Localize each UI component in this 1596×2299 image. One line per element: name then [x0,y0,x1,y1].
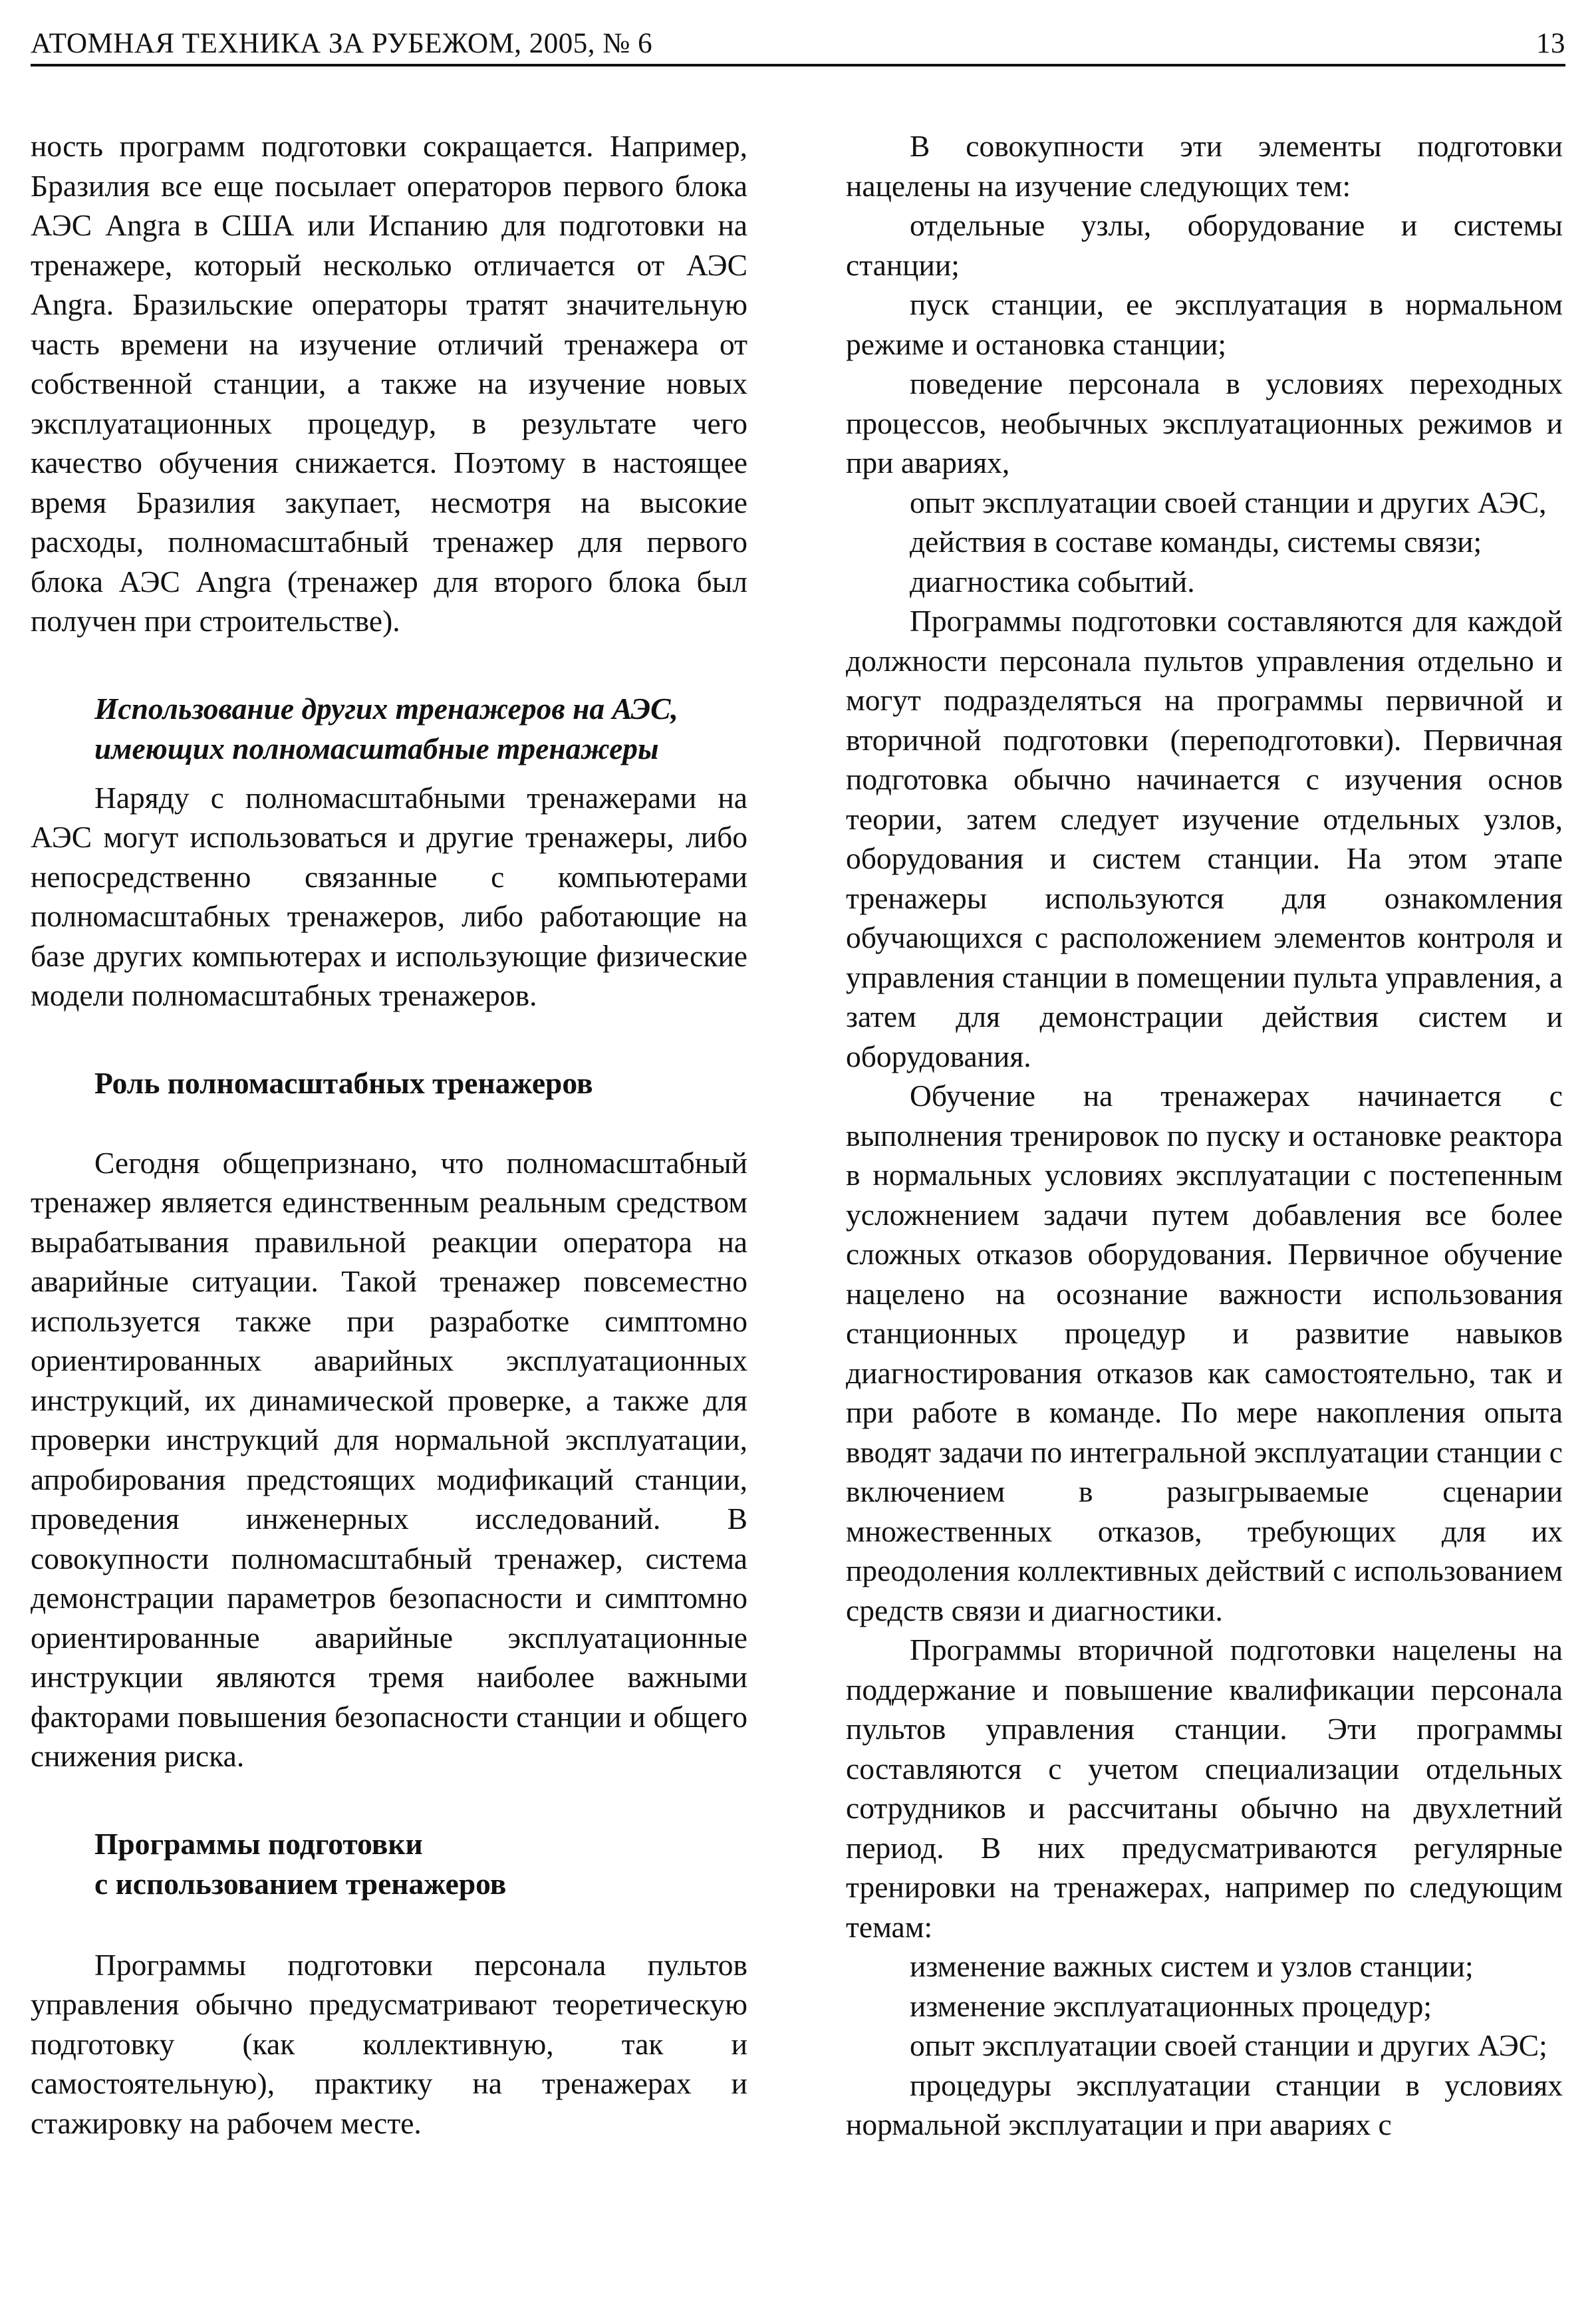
page-number: 13 [1536,28,1565,59]
list-item: действия в составе команды, системы связи; [910,525,1482,559]
left-column [31,126,747,2143]
list-item: изменение эксплуатационных процедур; [910,1988,1432,2023]
list-item: диагностика событий. [910,564,1195,599]
right-column [846,126,1563,2145]
list-item: поведение персонала в условиях переходных процессов, необычных эксплуатационных режимов и при авариях, [846,366,1563,479]
list-item: процедуры эксплуатации станции в условиях нормальной эксплуатации и при авариях с [846,2068,1563,2141]
list-item: пуск станции, ее эксплуатация в нормальном режиме и остановка станции; [846,287,1563,361]
section-heading: Роль полномасштабных тренажеров [94,1065,593,1100]
paragraph: Программы подготовки персонала пультов управления обычно предусматривают теоретическую подготовку (как коллективную, так и самостоятельную), практику на тренажерах и стажировку на рабочем месте. [31,1947,747,2140]
section-heading-line: с использованием тренажеров [94,1866,507,1901]
list-item: опыт эксплуатации своей станции и других АЭС; [910,2028,1547,2062]
list-item: опыт эксплуатации своей станции и других АЭС, [910,485,1547,519]
paragraph: Программы вторичной подготовки нацелены на поддержание и повышение квалификации персонала пультов управления станции. Эти программы составляются с учетом специализации отдельных сотрудников и рассчитаны обычно на двухлетний период. В них предусматриваются регулярные тренировки на тренажерах, например по следующим темам: [846,1633,1563,1944]
paragraph: ность программ подготовки сокращается. Например, Бразилия все еще посылает операторов первого блока АЭС Angra в США или Испанию для подготовки на тренажере, который несколько отличается от АЭС Angra. Бразильские операторы тратят значительную часть времени на изучение отличий тренажера от собственной станции, а также на изучение новых эксплуатационных процедур, в результате чего качество обучения снижается. Поэтому в настоящее время Бразилия закупает, несмотря на высокие расходы, полномасштабный тренажер для первого блока АЭС Angra (тренажер для второго блока был получен при строительстве). [31,129,747,638]
paragraph: Обучение на тренажерах начинается с выполнения тренировок по пуску и остановке реактора в нормальных условиях эксплуатации с постепенным усложнением задачи путем добавления все более сложных отказов оборудования. Первичное обучение нацелено на осознание важности использования станционных процедур и развитие навыков диагностирования отказов как самостоятельно, так и при работе в команде. По мере накопления опыта вводят задачи по интегральной эксплуатации станции с включением в разыгрываемые сценарии множественных отказов, требующих для их преодоления коллективных действий с использованием средств связи и диагностики. [846,1079,1563,1627]
paragraph: Наряду с полномасштабными тренажерами на АЭС могут использоваться и другие тренажеры, либо непосредственно связанные с компьютерами полномасштабных тренажеров, либо работающие на базе других компьютерах и использующие физические модели полномасштабных тренажеров. [31,780,747,1012]
section-heading-line: Программы подготовки [94,1826,423,1861]
running-header [31,20,1565,67]
paragraph: Сегодня общепризнано, что полномасштабный тренажер является единственным реальным средством вырабатывания правильной реакции оператора на аварийные ситуации. Такой тренажер повсеместно используется также при разработке симптомно ориентированных аварийных эксплуатационных инструкций, их динамической проверке, а также для проверки инструкций для нормальной эксплуатации, апробирования предстоящих модификаций станции, проведения инженерных исследований. В совокупности полномасштабный тренажер, система демонстрации параметров безопасности и симптомно ориентированные аварийные эксплуатационные инструкции являются тремя наиболее важными факторами повышения безопасности станции и общего снижения риска. [31,1145,747,1773]
list-item: изменение важных систем и узлов станции; [910,1949,1474,1983]
paragraph: В совокупности эти элементы подготовки нацелены на изучение следующих тем: [846,129,1563,203]
journal-title: АТОМНАЯ ТЕХНИКА ЗА РУБЕЖОМ, 2005, № 6 [31,28,653,59]
list-item: отдельные узлы, оборудование и системы станции; [846,208,1563,282]
paragraph: Программы подготовки составляются для каждой должности персонала пультов управления отдельно и могут подразделяться на программы первичной и вторичной подготовки (переподготовки). Первичная подготовка обычно начинается с изучения основ теории, затем следует изучение отдельных узлов, оборудования и систем станции. На этом этапе тренажеры используются для ознакомления обучающихся с расположением элементов контроля и управления станции в помещении пульта управления, а затем для демонстрации действия систем и оборудования. [846,604,1563,1073]
section-heading [94,1824,747,1904]
section-heading: Использование других тренажеров на АЭС, имеющих полномасштабные тренажеры [94,691,678,765]
